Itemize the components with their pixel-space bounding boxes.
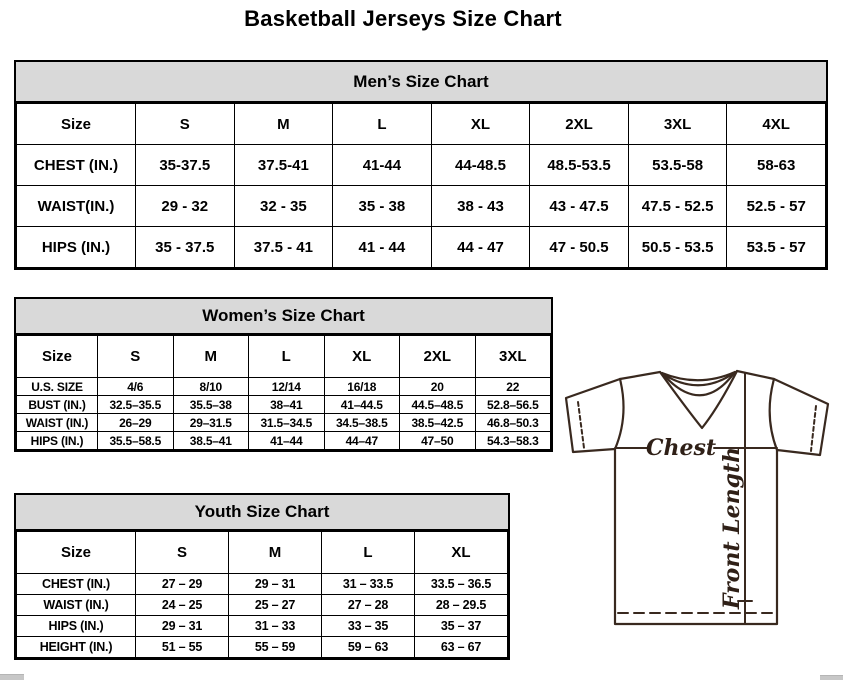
table-row (17, 574, 508, 595)
row-label: HIPS (IN.) (17, 616, 136, 637)
table-row (17, 227, 826, 268)
value-cell: 46.8–50.3 (475, 414, 551, 432)
value-cell: 44.5–48.5 (400, 396, 476, 414)
value-cell: 47 - 50.5 (530, 227, 629, 268)
table-row (17, 595, 508, 616)
value-cell: 28 – 29.5 (415, 595, 508, 616)
value-cell: 25 – 27 (229, 595, 322, 616)
value-cell: 33.5 – 36.5 (415, 574, 508, 595)
row-label: CHEST (IN.) (17, 145, 136, 186)
size-column-header: M (234, 104, 333, 145)
value-cell: 52.5 - 57 (727, 186, 826, 227)
value-cell: 8/10 (173, 378, 249, 396)
value-cell: 38 - 43 (431, 186, 530, 227)
value-cell: 4/6 (98, 378, 174, 396)
size-column-header: S (98, 336, 174, 378)
mens-chart-title: Men’s Size Chart (16, 62, 826, 103)
youth-size-chart (14, 493, 510, 660)
value-cell: 37.5-41 (234, 145, 333, 186)
jersey-measurement-diagram (550, 356, 843, 668)
value-cell: 24 – 25 (136, 595, 229, 616)
value-cell: 47–50 (400, 432, 476, 450)
value-cell: 50.5 - 53.5 (628, 227, 727, 268)
row-label: WAIST(IN.) (17, 186, 136, 227)
size-column-header: 2XL (400, 336, 476, 378)
value-cell: 53.5 - 57 (727, 227, 826, 268)
scrollbar-fragment-left (0, 674, 24, 680)
value-cell: 47.5 - 52.5 (628, 186, 727, 227)
left-armhole-seam (615, 379, 624, 449)
value-cell: 31 – 33 (229, 616, 322, 637)
value-cell: 27 – 29 (136, 574, 229, 595)
size-column-header: L (249, 336, 325, 378)
left-cuff-stitch (578, 402, 584, 448)
value-cell: 29–31.5 (173, 414, 249, 432)
value-cell: 32.5–35.5 (98, 396, 174, 414)
row-label: CHEST (IN.) (17, 574, 136, 595)
value-cell: 43 - 47.5 (530, 186, 629, 227)
size-column-header: S (136, 104, 235, 145)
chest-label: Chest (645, 435, 717, 461)
value-cell: 52.8–56.5 (475, 396, 551, 414)
size-column-header: XL (431, 104, 530, 145)
row-label: WAIST (IN.) (17, 595, 136, 616)
value-cell: 44-48.5 (431, 145, 530, 186)
page-title: Basketball Jerseys Size Chart (244, 6, 562, 31)
size-column-header: XL (415, 532, 508, 574)
womens-chart-title: Women’s Size Chart (16, 299, 551, 335)
youth-chart-title: Youth Size Chart (16, 495, 508, 531)
value-cell: 35.5–58.5 (98, 432, 174, 450)
value-cell: 35-37.5 (136, 145, 235, 186)
size-column-header: L (333, 104, 432, 145)
value-cell: 27 – 28 (322, 595, 415, 616)
value-cell: 22 (475, 378, 551, 396)
size-column-header: 4XL (727, 104, 826, 145)
womens-size-table (16, 335, 551, 450)
value-cell: 58-63 (727, 145, 826, 186)
row-label: BUST (IN.) (17, 396, 98, 414)
youth-size-table (16, 531, 508, 658)
size-column-header: 2XL (530, 104, 629, 145)
value-cell: 35 - 38 (333, 186, 432, 227)
table-row (17, 378, 551, 396)
row-label: HIPS (IN.) (17, 227, 136, 268)
table-row (17, 396, 551, 414)
value-cell: 35.5–38 (173, 396, 249, 414)
table-row (17, 145, 826, 186)
row-label: HEIGHT (IN.) (17, 637, 136, 658)
value-cell: 48.5-53.5 (530, 145, 629, 186)
value-cell: 41-44 (333, 145, 432, 186)
value-cell: 41–44.5 (324, 396, 400, 414)
value-cell: 29 - 32 (136, 186, 235, 227)
size-column-header: 3XL (628, 104, 727, 145)
value-cell: 38.5–42.5 (400, 414, 476, 432)
jersey-outline (566, 371, 828, 624)
value-cell: 12/14 (249, 378, 325, 396)
row-label: WAIST (IN.) (17, 414, 98, 432)
front-length-label: Front Length (719, 446, 745, 610)
size-label-header: Size (17, 336, 98, 378)
value-cell: 63 – 67 (415, 637, 508, 658)
column-header-row (17, 336, 551, 378)
table-row (17, 637, 508, 658)
size-column-header: L (322, 532, 415, 574)
column-header-row (17, 104, 826, 145)
mens-size-chart (14, 60, 828, 270)
column-header-row (17, 532, 508, 574)
size-column-header: S (136, 532, 229, 574)
value-cell: 37.5 - 41 (234, 227, 333, 268)
value-cell: 44 - 47 (431, 227, 530, 268)
table-row (17, 616, 508, 637)
value-cell: 31.5–34.5 (249, 414, 325, 432)
value-cell: 16/18 (324, 378, 400, 396)
value-cell: 53.5-58 (628, 145, 727, 186)
right-armhole-seam (770, 379, 777, 450)
table-row (17, 186, 826, 227)
row-label: HIPS (IN.) (17, 432, 98, 450)
size-column-header: M (173, 336, 249, 378)
value-cell: 35 - 37.5 (136, 227, 235, 268)
value-cell: 44–47 (324, 432, 400, 450)
size-column-header: XL (324, 336, 400, 378)
value-cell: 33 – 35 (322, 616, 415, 637)
value-cell: 51 – 55 (136, 637, 229, 658)
value-cell: 38.5–41 (173, 432, 249, 450)
size-column-header: 3XL (475, 336, 551, 378)
value-cell: 20 (400, 378, 476, 396)
value-cell: 59 – 63 (322, 637, 415, 658)
size-label-header: Size (17, 532, 136, 574)
value-cell: 55 – 59 (229, 637, 322, 658)
value-cell: 32 - 35 (234, 186, 333, 227)
table-row (17, 432, 551, 450)
mens-size-table (16, 103, 826, 268)
value-cell: 29 – 31 (136, 616, 229, 637)
value-cell: 29 – 31 (229, 574, 322, 595)
value-cell: 41 - 44 (333, 227, 432, 268)
value-cell: 35 – 37 (415, 616, 508, 637)
size-label-header: Size (17, 104, 136, 145)
value-cell: 38–41 (249, 396, 325, 414)
table-row (17, 414, 551, 432)
value-cell: 34.5–38.5 (324, 414, 400, 432)
womens-size-chart (14, 297, 553, 452)
right-cuff-stitch (811, 406, 816, 451)
value-cell: 54.3–58.3 (475, 432, 551, 450)
size-column-header: M (229, 532, 322, 574)
value-cell: 41–44 (249, 432, 325, 450)
scrollbar-fragment-right (820, 675, 843, 680)
value-cell: 26–29 (98, 414, 174, 432)
value-cell: 31 – 33.5 (322, 574, 415, 595)
row-label: U.S. SIZE (17, 378, 98, 396)
